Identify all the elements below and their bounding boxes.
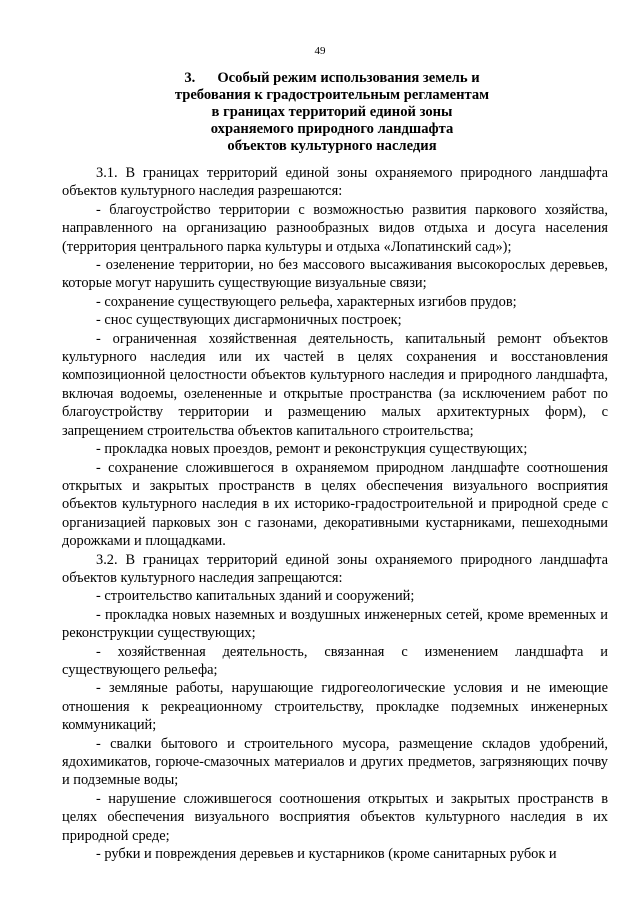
list-item: - снос существующих дисгармоничных построек; [96, 312, 402, 329]
section-number: 3. [184, 70, 196, 86]
list-item: - свалки бытового и строительного мусора, размещение складов удобрений, ядохимикатов, горюче-смазочных материалов и других предметов, загрязняющих почву и подземные воды; [62, 735, 608, 789]
heading-line: охраняемого природного ландшафта [210, 121, 454, 137]
paragraph-3-2-intro: 3.2. В границах территорий единой зоны охраняемого природного ландшафта объектов культурного наследия запрещаются: [62, 551, 608, 586]
heading-line: в границах территорий единой зоны [211, 104, 453, 120]
paragraph-3-1-intro: 3.1. В границах территорий единой зоны охраняемого природного ландшафта объектов культурного наследия разрешаются: [62, 165, 608, 200]
list-item: - рубки и повреждения деревьев и кустарников (кроме санитарных рубок и [96, 846, 557, 863]
document-body [62, 164, 608, 863]
list-item: - прокладка новых наземных и воздушных инженерных сетей, кроме временных и реконструкции существующих; [62, 606, 608, 642]
list-item: - земляные работы, нарушающие гидрогеологические условия и не имеющие отношения к рекреационному строительству, прокладке подземных инженерных коммуникаций; [62, 680, 608, 734]
section-heading [80, 70, 584, 155]
heading-line [80, 70, 584, 87]
heading-line: объектов культурного наследия [227, 138, 437, 154]
page-number: 49 [314, 45, 326, 57]
list-item: - нарушение сложившегося соотношения открытых и закрытых пространств в целях обеспечения визуального восприятия объектов культурного наследия в их природной среде; [62, 790, 608, 844]
heading-line-text: Особый режим использования земель и [217, 70, 480, 86]
list-item: - сохранение сложившегося в охраняемом природном ландшафте соотношения открытых и закрытых пространств в целях обеспечения визуального восприятия объектов культурного наследия в их историко-градостроительной и природной среде с организацией парковых зон с газонами, декоративными кустарниками, пешеходными дорожками и площадками. [62, 459, 608, 550]
list-item: - озеленение территории, но без массового высаживания высокорослых деревьев, которые могут нарушить существующие визуальные связи; [62, 257, 608, 292]
list-item: - сохранение существующего рельефа, характерных изгибов прудов; [96, 293, 517, 310]
heading-line: требования к градостроительным регламентам [174, 87, 490, 103]
list-item: - благоустройство территории с возможностью развития паркового хозяйства, направленного на организацию разнообразных видов отдыха и досуга населения (территория центрального парка культуры и отдыха «Лопатинский сад»); [62, 201, 608, 255]
list-item: - прокладка новых проездов, ремонт и реконструкция существующих; [96, 441, 528, 458]
list-item: - хозяйственная деятельность, связанная с изменением ландшафта и существующего рельефа; [62, 643, 608, 678]
list-item: - строительство капитальных зданий и сооружений; [96, 588, 415, 605]
list-item: - ограниченная хозяйственная деятельность, капитальный ремонт объектов культурного наследия или их частей в целях сохранения и восстановления композиционной целостности объектов культурного наследия и природного ландшафта, включая водоемы, озелененные и открытые пространства (за исключением работ по благоустройству территории и размещению малых архитектурных форм), с запрещением строительства объектов капитального строительства; [62, 330, 608, 439]
